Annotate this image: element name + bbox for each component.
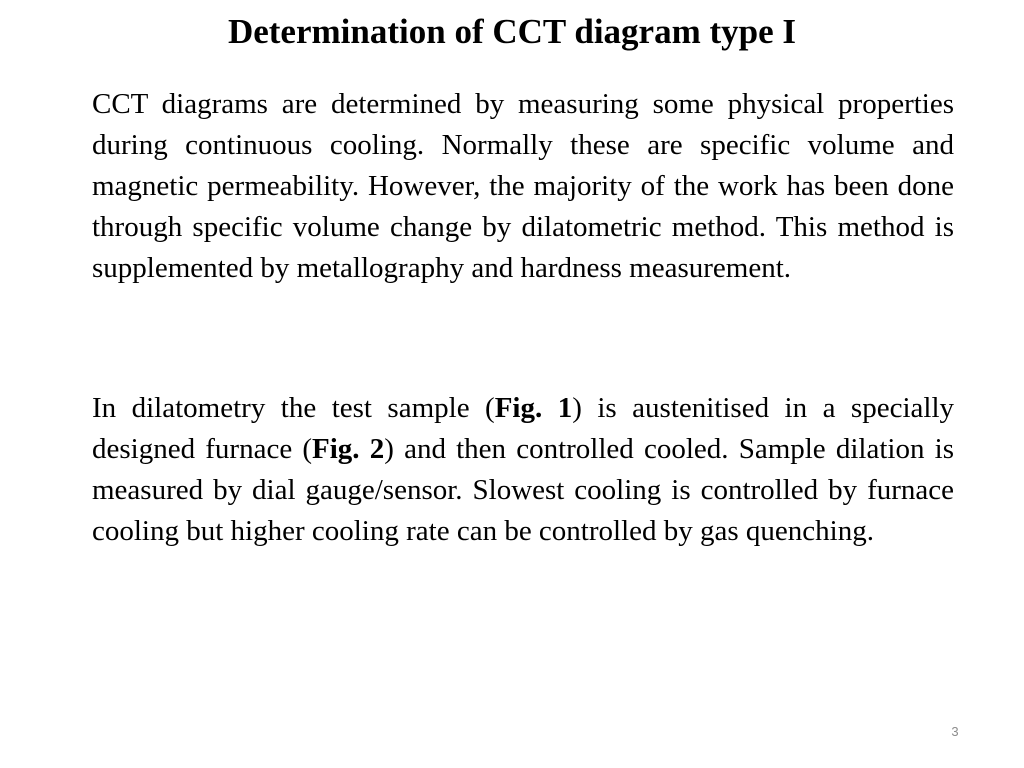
figure-reference: Fig. 2: [312, 433, 385, 465]
slide-number: 3: [951, 724, 959, 739]
paragraph-2: [92, 388, 954, 552]
paragraph-1: CCT diagrams are determined by measuring some physical properties during continuous cooling. Normally these are specific volume and magnetic permeability. However, the majority of the work has been done through specific volume change by dilatometric method. This method is supplemented by metallography and hardness measurement.: [92, 88, 954, 284]
figure-reference: Fig. 1: [494, 392, 573, 424]
paragraph-2-text: ) and then controlled cooled. Sample dilation is measured by dial gauge/sensor. Slowest cooling is controlled by furnace cooling but higher cooling rate can be controlled by gas quenching.: [92, 433, 954, 547]
slide-title: Determination of CCT diagram type I: [227, 12, 797, 51]
paragraph-2-text: ) is austenitised in a specially designed furnace (: [92, 392, 954, 465]
paragraph-2-text: In dilatometry the test sample (: [92, 392, 495, 424]
